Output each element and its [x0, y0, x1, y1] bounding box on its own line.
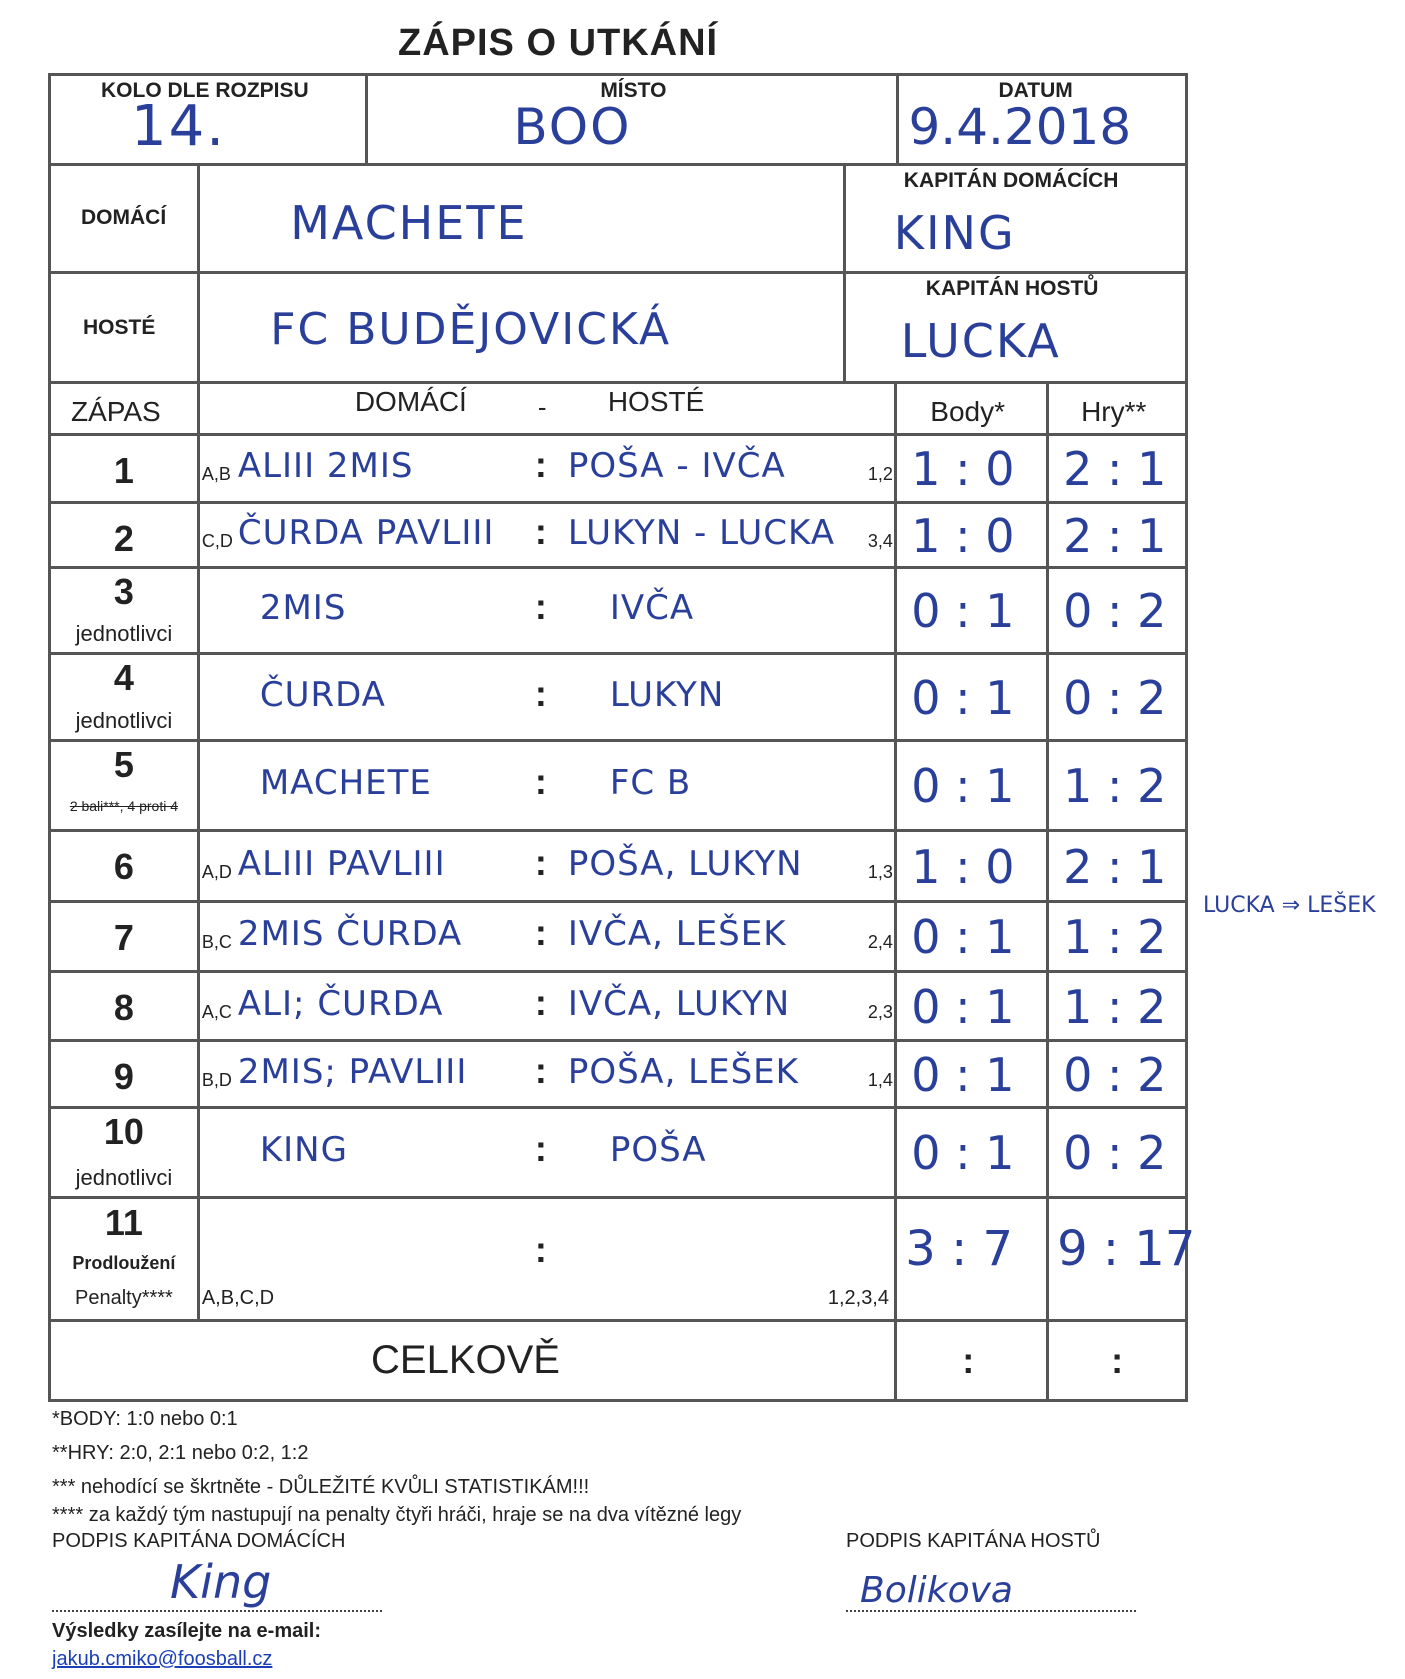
match-11-players-cell [198, 1198, 895, 1321]
side-note: LUCKA ⇒ LEŠEK [1203, 893, 1376, 918]
match-hry-cell [1048, 1108, 1187, 1198]
col-dash: - [537, 392, 547, 422]
match-sub: jednotlivci [75, 621, 173, 646]
match-players-cell [198, 1041, 895, 1108]
match-hry: 1 : 2 [1063, 759, 1167, 813]
col-zapas-label: ZÁPAS [71, 396, 161, 427]
match-hry-cell [1048, 1041, 1187, 1108]
away-signature-line [846, 1610, 1136, 1612]
misto-value: BOO [513, 98, 632, 156]
misto-label: MÍSTO [600, 79, 667, 102]
match-hry: 0 : 2 [1063, 584, 1167, 638]
match-players-cell [198, 902, 895, 972]
match-away: POŠA, LEŠEK [567, 1051, 799, 1092]
match-away: IVČA [609, 588, 695, 628]
match-right-code: 1,4 [867, 1069, 893, 1090]
hoste-label-cell [50, 273, 199, 383]
match-num-cell [50, 741, 199, 831]
match-11-right-code: 1,2,3,4 [827, 1287, 889, 1309]
match-row-10 [50, 1108, 1187, 1198]
match-body: 0 : 1 [911, 979, 1015, 1034]
match-num: 3 [113, 571, 134, 612]
match-body: 1 : 0 [911, 508, 1015, 563]
match-num-cell [50, 503, 199, 568]
match-away: POŠA, LUKYN [567, 843, 803, 884]
col-zapas [50, 383, 199, 435]
misto-cell [367, 75, 897, 165]
match-sub: jednotlivci [75, 1165, 173, 1190]
match-home: ALI; ČURDA [237, 983, 444, 1024]
match-num: 10 [103, 1111, 144, 1152]
match-home: 2MIS; PAVLIII [237, 1051, 468, 1092]
match-11-hry: 9 : 17 [1057, 1221, 1196, 1277]
footnote-2: **HRY: 2:0, 2:1 nebo 0:2, 1:2 [52, 1442, 309, 1464]
domaci-label: DOMÁCÍ [81, 206, 167, 229]
match-num: 1 [113, 450, 134, 491]
match-hry-cell [1048, 741, 1187, 831]
match-body: 0 : 1 [911, 910, 1015, 964]
match-num-cell [50, 1041, 199, 1108]
col-body-label: Body* [930, 396, 1005, 427]
match-num-cell [50, 435, 199, 503]
total-body-cell [896, 1321, 1048, 1401]
header-table [48, 73, 1188, 166]
match-row-5 [50, 741, 1187, 831]
total-hry-colon: : [1111, 1340, 1124, 1381]
total-hry-cell [1048, 1321, 1187, 1401]
match-body-cell [896, 741, 1048, 831]
match-row-7 [50, 902, 1187, 972]
match-row-9 [50, 1041, 1187, 1108]
home-signature: King [170, 1555, 272, 1609]
hoste-value: FC BUDĚJOVICKÁ [270, 304, 672, 355]
col-hoste-label: HOSTÉ [607, 386, 705, 417]
match-body-cell [896, 568, 1048, 654]
col-hry [1048, 383, 1187, 435]
match-row-4 [50, 654, 1187, 741]
match-left-code: A,D [201, 861, 232, 882]
match-hry-cell [1048, 972, 1187, 1041]
match-body: 0 : 1 [911, 1126, 1015, 1180]
match-hry-cell [1048, 435, 1187, 503]
match-hry: 1 : 2 [1063, 910, 1167, 964]
match-body-cell [896, 654, 1048, 741]
match-home: ČURDA PAVLIII [237, 512, 495, 553]
match-11-num: 11 [104, 1202, 143, 1243]
match-num-cell [50, 831, 199, 902]
hoste-label: HOSTÉ [83, 316, 156, 339]
kapitan-domacich-label: KAPITÁN DOMÁCÍCH [903, 169, 1119, 192]
match-left-code: C,D [201, 530, 233, 551]
match-players-cell [198, 503, 895, 568]
match-body-cell [896, 1041, 1048, 1108]
match-home: 2MIS [259, 588, 347, 628]
match-home: ALIII PAVLIII [237, 843, 446, 884]
match-right-code: 3,4 [867, 530, 893, 551]
away-signature-label: PODPIS KAPITÁNA HOSTŮ [846, 1530, 1101, 1552]
match-body-cell [896, 972, 1048, 1041]
match-colon: : [534, 841, 547, 883]
match-hry: 2 : 1 [1063, 508, 1167, 563]
match-hry: 0 : 2 [1063, 1047, 1167, 1102]
match-num: 9 [113, 1056, 134, 1097]
match-num-cell [50, 568, 199, 654]
match-away: FC B [609, 763, 692, 803]
match-colon: : [534, 586, 547, 627]
match-body: 0 : 1 [911, 1047, 1015, 1102]
total-row [50, 1321, 1187, 1401]
match-11-sub2: Penalty**** [74, 1287, 173, 1309]
kapitan-hostu-cell [844, 273, 1186, 383]
match-hry: 2 : 1 [1063, 839, 1167, 894]
match-away: POŠA [609, 1130, 707, 1170]
match-num: 4 [113, 657, 134, 698]
email-label: Výsledky zasílejte na e-mail: [52, 1620, 322, 1642]
column-header-row [50, 383, 1187, 435]
match-row-1 [50, 435, 1187, 503]
domaci-value-cell [199, 165, 845, 273]
home-signature-line [52, 1610, 382, 1612]
match-home: 2MIS ČURDA [237, 914, 463, 954]
match-11-sub1: Prodloužení [72, 1253, 176, 1273]
match-row-3 [50, 568, 1187, 654]
match-num: 6 [113, 846, 134, 887]
match-players-cell [198, 831, 895, 902]
match-home: ALIII 2MIS [237, 446, 414, 486]
match-num: 7 [113, 917, 134, 958]
match-players-cell [198, 435, 895, 503]
footnote-4: **** za každý tým nastupují na penalty čtyři hráči, hraje se na dva vítězné legy [52, 1504, 742, 1526]
matches-table [48, 381, 1196, 1402]
match-11-num-cell [50, 1198, 199, 1321]
match-11-body-cell [896, 1198, 1048, 1321]
match-num: 5 [113, 744, 134, 785]
match-hry-cell [1048, 568, 1187, 654]
match-body: 1 : 0 [911, 839, 1015, 894]
match-players-cell [198, 568, 895, 654]
page-title: ZÁPIS O UTKÁNÍ [398, 22, 719, 64]
match-colon: : [534, 1049, 547, 1091]
match-body: 0 : 1 [911, 759, 1015, 813]
match-hry: 0 : 2 [1063, 1126, 1167, 1180]
match-away: IVČA, LEŠEK [567, 914, 787, 954]
match-num-cell [50, 972, 199, 1041]
match-right-code: 2,3 [867, 1001, 893, 1022]
footnote-3: *** nehodící se škrtněte - DŮLEŽITÉ KVŮLI STATISTIKÁM!!! [52, 1476, 590, 1498]
match-hry: 1 : 2 [1063, 979, 1167, 1034]
match-colon: : [534, 981, 547, 1023]
match-hry: 0 : 2 [1063, 670, 1167, 725]
match-away: POŠA - IVČA [567, 446, 786, 486]
match-num-cell [50, 1108, 199, 1198]
match-row-6 [50, 831, 1187, 902]
match-num-cell [50, 902, 199, 972]
match-11-body: 3 : 7 [905, 1221, 1014, 1277]
match-11-colon: : [534, 1229, 547, 1270]
match-right-code: 1,3 [867, 861, 893, 882]
match-players-cell [198, 654, 895, 741]
match-colon: : [534, 761, 547, 802]
total-body-colon: : [962, 1340, 975, 1381]
kapitan-hostu-value: LUCKA [900, 314, 1061, 368]
datum-label: DATUM [998, 79, 1073, 102]
match-away: LUKYN - LUCKA [567, 512, 835, 553]
match-num: 2 [113, 518, 134, 559]
match-away: LUKYN [609, 674, 725, 715]
match-players-cell [198, 741, 895, 831]
total-label-cell [50, 1321, 896, 1401]
footnote-1: *BODY: 1:0 nebo 0:1 [52, 1408, 238, 1430]
match-body: 0 : 1 [911, 584, 1015, 638]
total-label: CELKOVĚ [371, 1338, 560, 1382]
match-body-cell [896, 435, 1048, 503]
hoste-value-cell [199, 273, 845, 383]
datum-value: 9.4.2018 [908, 98, 1132, 156]
match-right-code: 2,4 [867, 932, 893, 952]
teams-table [48, 163, 1188, 384]
match-row-8 [50, 972, 1187, 1041]
home-signature-label: PODPIS KAPITÁNA DOMÁCÍCH [52, 1530, 346, 1552]
match-home: KING [259, 1130, 348, 1170]
away-signature: Bolikova [860, 1570, 1013, 1611]
match-row-11 [50, 1198, 1187, 1321]
match-right-code: 1,2 [867, 464, 893, 484]
match-left-code: A,B [201, 464, 231, 484]
col-domaci-label: DOMÁCÍ [354, 386, 467, 417]
col-domaci-hoste [198, 383, 895, 435]
match-hry-cell [1048, 503, 1187, 568]
match-colon: : [534, 1128, 547, 1169]
kolo-label: KOLO DLE ROZPISU [101, 79, 309, 102]
match-body-cell [896, 503, 1048, 568]
match-home: ČURDA [259, 674, 386, 715]
match-hry: 2 : 1 [1063, 442, 1167, 496]
datum-cell [897, 75, 1187, 165]
email-link[interactable]: jakub.cmiko@foosball.cz [52, 1648, 273, 1670]
match-body: 1 : 0 [911, 442, 1015, 496]
match-home: MACHETE [259, 763, 432, 803]
domaci-label-cell [50, 165, 199, 273]
kapitan-domacich-value: KING [893, 206, 1016, 260]
match-hry-cell [1048, 831, 1187, 902]
kolo-value: 14. [131, 94, 227, 159]
domaci-value: MACHETE [290, 196, 528, 250]
col-hry-label: Hry** [1081, 396, 1147, 427]
match-left-code: A,C [201, 1001, 232, 1022]
match-11-hry-cell [1048, 1198, 1196, 1321]
match-row-2 [50, 503, 1187, 568]
kapitan-hostu-label: KAPITÁN HOSTŮ [925, 277, 1099, 300]
match-sub: jednotlivci [75, 708, 173, 733]
match-body: 0 : 1 [911, 670, 1015, 725]
kapitan-domacich-cell [844, 165, 1186, 273]
match-colon: : [534, 672, 547, 714]
match-colon: : [534, 444, 547, 485]
match-hry-cell [1048, 654, 1187, 741]
match-left-code: B,C [201, 932, 232, 952]
match-body-cell [896, 902, 1048, 972]
match-left-code: B,D [201, 1069, 232, 1090]
kolo-cell [50, 75, 367, 165]
match-colon: : [534, 912, 547, 953]
match-body-cell [896, 831, 1048, 902]
match-num-cell [50, 654, 199, 741]
match-num: 8 [113, 987, 134, 1028]
match-hry-cell [1048, 902, 1187, 972]
match-players-cell [198, 1108, 895, 1198]
match-11-left-code: A,B,C,D [201, 1287, 275, 1309]
match-players-cell [198, 972, 895, 1041]
col-body [896, 383, 1048, 435]
match-body-cell [896, 1108, 1048, 1198]
match-away: IVČA, LUKYN [567, 983, 791, 1024]
match-sub: 2 bali***, 4 proti 4 [69, 798, 178, 814]
match-colon: : [534, 510, 547, 552]
